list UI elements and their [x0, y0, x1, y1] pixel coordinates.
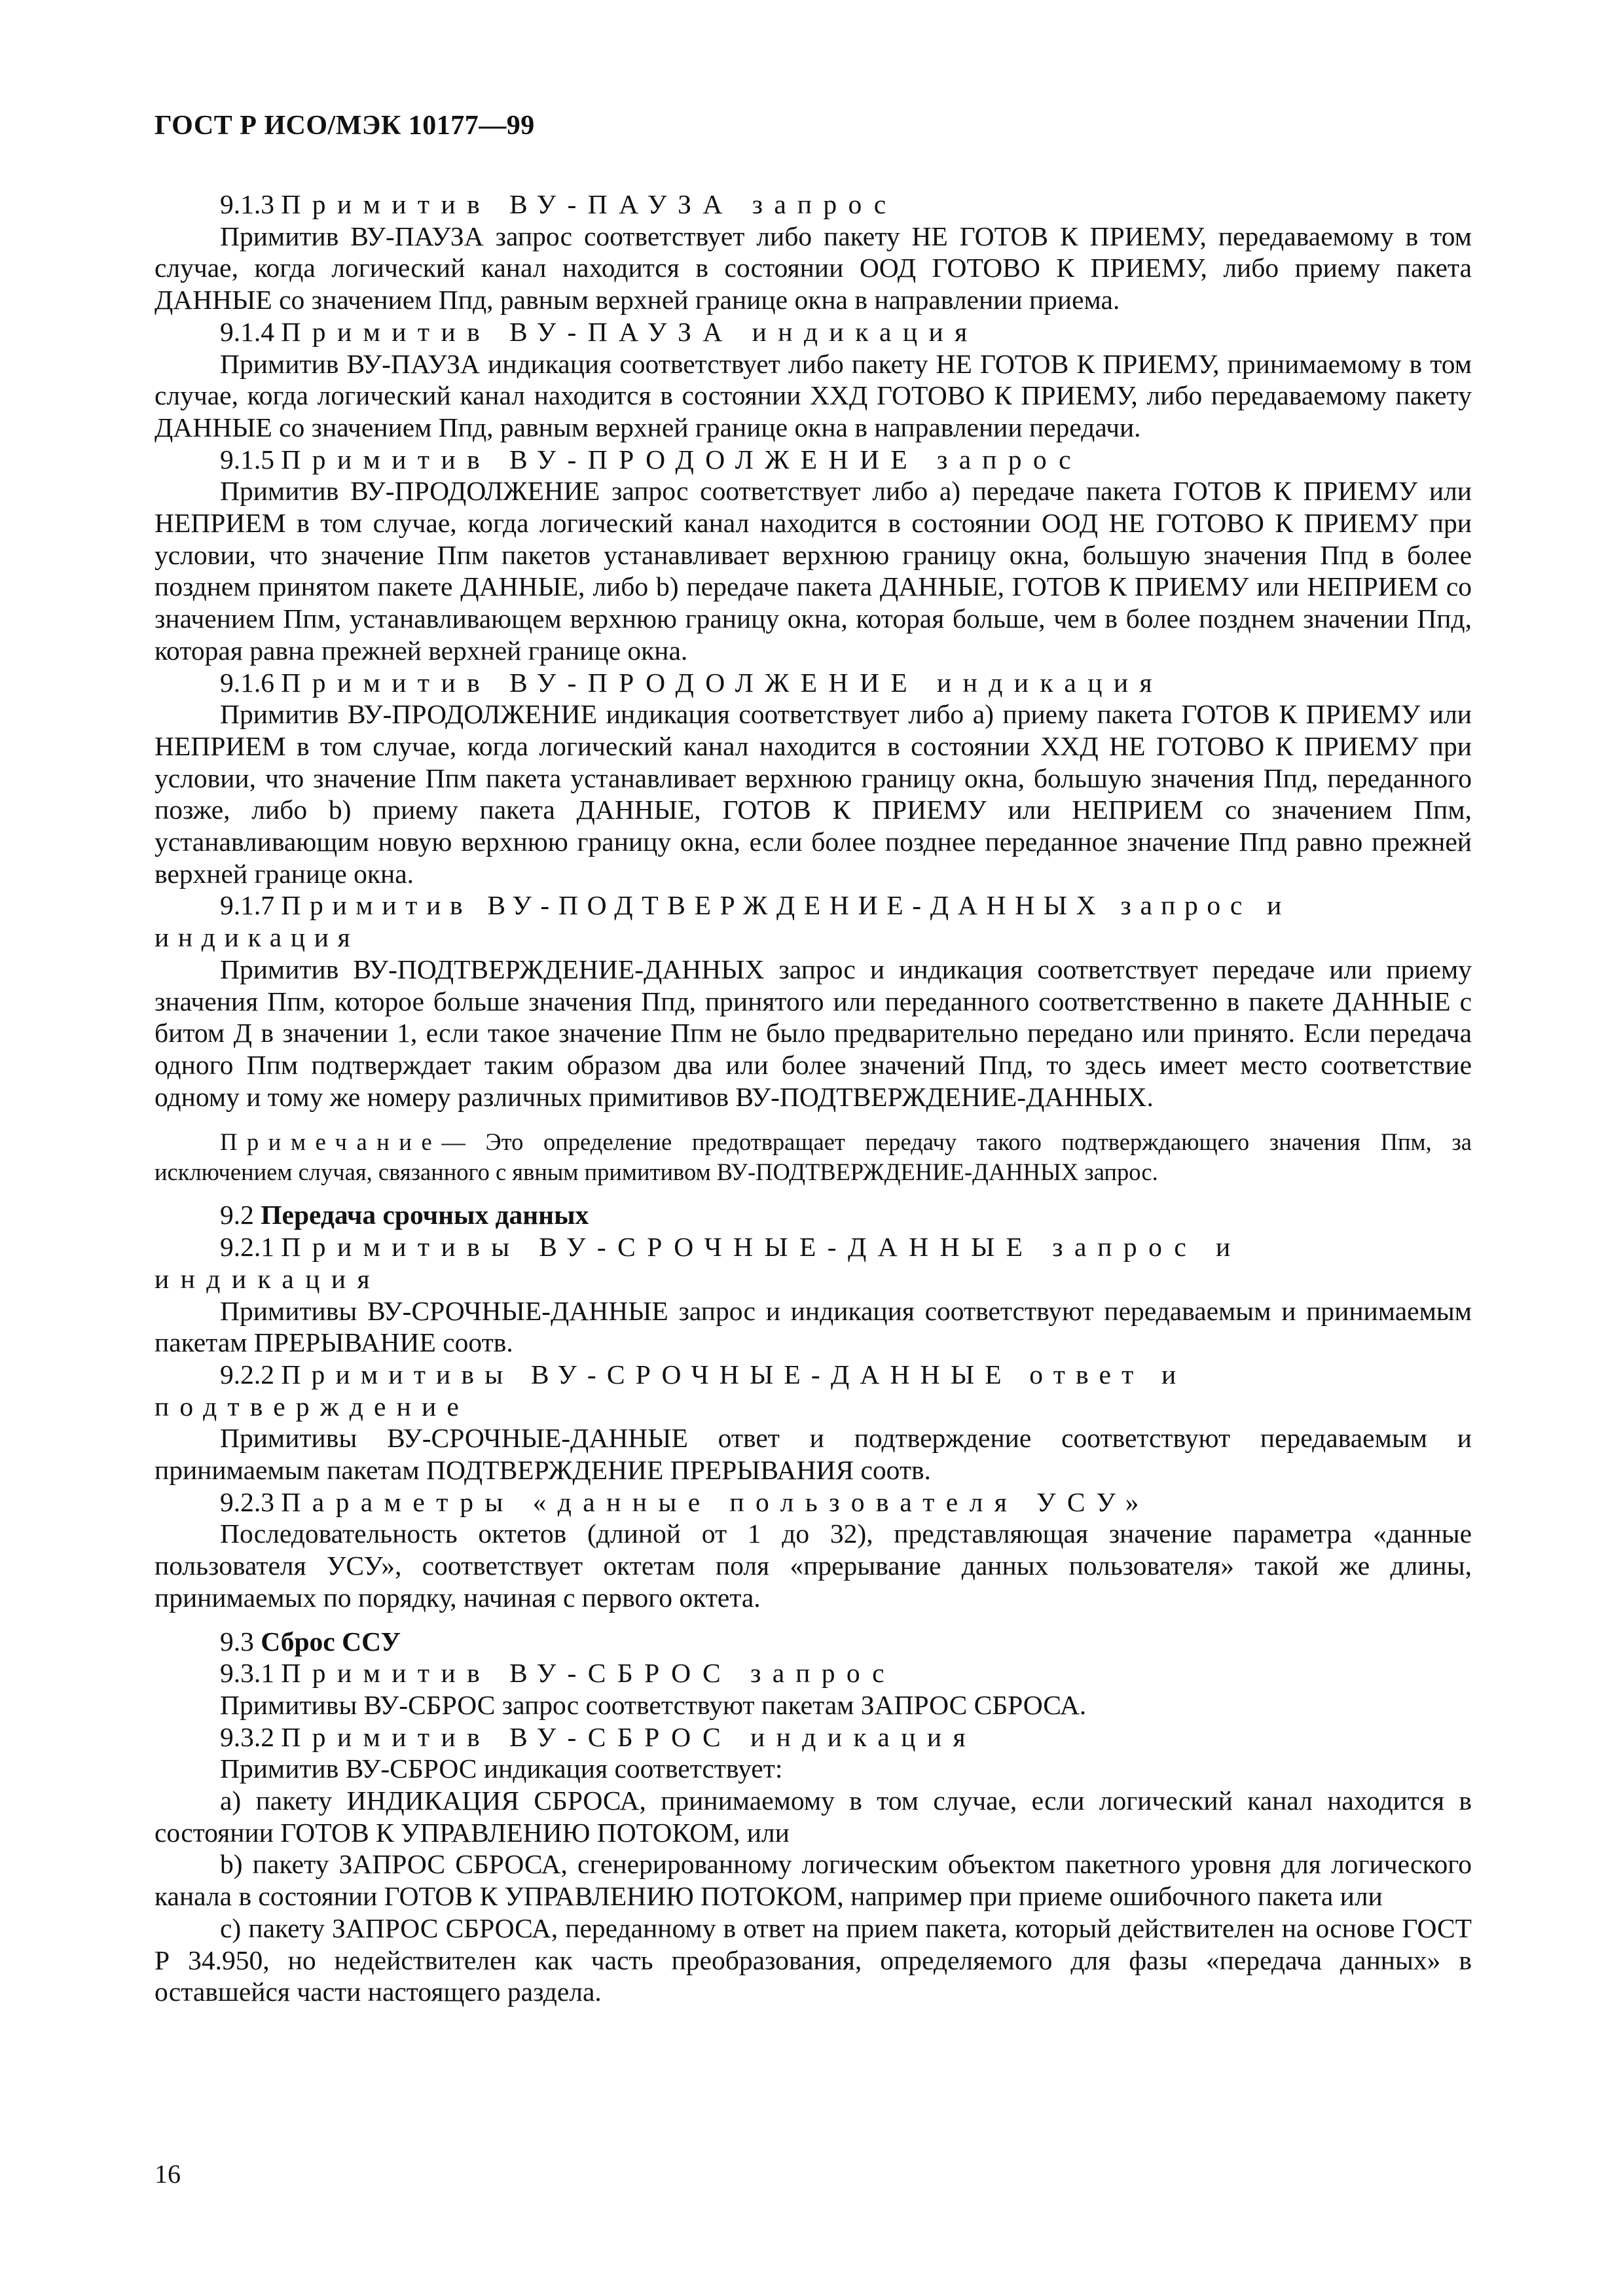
- section-title: Примитивы ВУ-СРОЧНЫЕ-ДАННЫЕ ответ и подтверждение: [155, 1359, 1187, 1422]
- list-item: а) пакету ИНДИКАЦИЯ СБРОСА, принимаемому в том случае, если логический канал находится в состоянии ГОТОВ К УПРАВЛЕНИЮ ПОТОКОМ, или: [155, 1785, 1472, 1848]
- section-9-2-heading: [155, 1199, 1472, 1231]
- section-9-1-6-text: Примитив ВУ-ПРОДОЛЖЕНИЕ индикация соответствует либо а) приему пакета ГОТОВ К ПРИЕМУ или НЕПРИЕМ в том случае, когда логический канал находится в состоянии ХХД НЕ ГОТОВО К ПРИЕМУ при условии, что значение Ппм пакета устанавливает верхнюю границу окна, большую значения Ппд, переданного позже, либо b) приему пакета ДАННЫЕ, ГОТОВ К ПРИЕМУ или НЕПРИЕМ со значением Ппм, устанавливающим новую верхнюю границу окна, если более позднее переданное значение Ппд равно прежней верхней границе окна.: [155, 699, 1472, 889]
- section-9-2-3-text: Последовательность октетов (длиной от 1 до 32), представляющая значение параметра «данные пользователя УСУ», соответствует октетам поля «прерывание данных пользователя» такой же длины, принимаемых по порядку, начиная с первого октета.: [155, 1518, 1472, 1613]
- section-number: 9.2: [220, 1200, 254, 1230]
- section-number: 9.2.3: [220, 1486, 274, 1517]
- section-9-3-2-heading: [155, 1721, 1472, 1753]
- section-9-1-6-heading: [155, 667, 1472, 699]
- document-header: ГОСТ Р ИСО/МЭК 10177—99: [155, 111, 535, 141]
- section-title: Примитив ВУ-СБРОС запрос: [281, 1658, 896, 1689]
- page-number: 16: [155, 2159, 181, 2189]
- section-number: 9.3: [220, 1626, 254, 1657]
- section-number: 9.1.3: [220, 189, 274, 219]
- section-9-3-heading: [155, 1626, 1472, 1658]
- section-9-1-3-text: Примитив ВУ-ПАУЗА запрос соответствует либо пакету НЕ ГОТОВ К ПРИЕМУ, передаваемому в том случае, когда логический канал находится в состоянии ООД ГОТОВО К ПРИЕМУ, либо приему пакета ДАННЫЕ со значением Ппд, равным верхней границе окна в направлении приема.: [155, 221, 1472, 315]
- section-title: Примитив ВУ-СБРОС индикация: [281, 1721, 977, 1752]
- list-item: b) пакету ЗАПРОС СБРОСА, сгенерированному логическим объектом пакетного уровня для логического канала в состоянии ГОТОВ К УПРАВЛЕНИЮ ПОТОКОМ, например при приеме ошибочного пакета или: [155, 1849, 1472, 1912]
- section-number: 9.3.1: [220, 1658, 274, 1689]
- section-title: Примитивы ВУ-СРОЧНЫЕ-ДАННЫЕ запрос и индикация: [155, 1232, 1242, 1294]
- section-9-3-1-text: Примитивы ВУ-СБРОС запрос соответствуют пакетам ЗАПРОС СБРОСА.: [220, 1689, 1087, 1720]
- section-title: Передача срочных данных: [261, 1200, 589, 1230]
- section-9-2-2-text: Примитивы ВУ-СРОЧНЫЕ-ДАННЫЕ ответ и подтверждение соответствуют передаваемым и принимаемым пакетам ПОДТВЕРЖДЕНИЕ ПРЕРЫВАНИЯ соотв.: [155, 1423, 1472, 1486]
- section-9-1-5-heading: [155, 444, 1472, 476]
- section-9-1-3-heading: [155, 188, 1472, 221]
- section-number: 9.1.7: [220, 890, 274, 921]
- note-label: Примечание: [220, 1128, 442, 1156]
- document-body: [155, 188, 1472, 2008]
- section-number: 9.2.1: [220, 1232, 274, 1263]
- section-9-2-2-heading: [155, 1359, 1472, 1422]
- section-number: 9.1.4: [220, 316, 274, 347]
- section-title: Примитив ВУ-ПАУЗА индикация: [281, 316, 979, 347]
- list-item: c) пакету ЗАПРОС СБРОСА, переданному в ответ на прием пакета, который действителен на основе ГОСТ Р 34.950, но недействителен как часть преобразования, определяемого для фазы «передача данных» в оставшейся части настоящего раздела.: [155, 1912, 1472, 2007]
- section-title: Параметры «данные пользователя УСУ»: [281, 1486, 1150, 1517]
- section-9-1-5-text: Примитив ВУ-ПРОДОЛЖЕНИЕ запрос соответствует либо а) передаче пакета ГОТОВ К ПРИЕМУ или НЕПРИЕМ в том случае, когда логический канал находится в состоянии ООД НЕ ГОТОВО К ПРИЕМУ при условии, что значение Ппм пакетов устанавливает верхнюю границу окна, большую значения Ппд в более позднем принятом пакете ДАННЫЕ, либо b) передаче пакета ДАННЫЕ, ГОТОВ К ПРИЕМУ или НЕПРИЕМ со значением Ппм, устанавливающем верхнюю границу окна, которая больше, чем в более позднем значении Ппд, которая равна прежней верхней границе окна.: [155, 476, 1472, 666]
- section-title: Примитив ВУ-ПРОДОЛЖЕНИЕ индикация: [281, 667, 1164, 698]
- section-number: 9.3.2: [220, 1721, 274, 1752]
- section-title: Примитив ВУ-ПОДТВЕРЖДЕНИЕ-ДАННЫХ запрос и индикация: [155, 890, 1291, 953]
- section-number: 9.2.2: [220, 1359, 274, 1390]
- section-title: Сброс ССУ: [261, 1626, 401, 1657]
- section-9-2-1-text: Примитивы ВУ-СРОЧНЫЕ-ДАННЫЕ запрос и индикация соответствуют передаваемым и принимаемым пакетам ПРЕРЫВАНИЕ соотв.: [155, 1295, 1472, 1358]
- note-text: — Это определение предотвращает передачу такого подтверждающего значения Ппм, за исключением случая, связанного с явным примитивом ВУ-ПОДТВЕРЖДЕНИЕ-ДАННЫХ запрос.: [155, 1128, 1472, 1186]
- section-9-3-1-heading: [155, 1657, 1472, 1689]
- section-number: 9.1.6: [220, 667, 274, 698]
- section-9-1-7-text: Примитив ВУ-ПОДТВЕРЖДЕНИЕ-ДАННЫХ запрос и индикация соответствует передаче или приему значения Ппм, которое больше значения Ппд, принятого или переданного соответственно в пакете ДАННЫЕ с битом Д в значении 1, если такое значение Ппм не было предварительно передано или принято. Если передача одного Ппм подтверждает таким образом два или более значений Ппд, то здесь имеет место соответствие одному и тому же номеру различных примитивов ВУ-ПОДТВЕРЖДЕНИЕ-ДАННЫХ.: [155, 954, 1472, 1112]
- note: [155, 1127, 1472, 1187]
- section-9-1-4-text: Примитив ВУ-ПАУЗА индикация соответствует либо пакету НЕ ГОТОВ К ПРИЕМУ, принимаемому в том случае, когда логический канал находится в состоянии ХХД ГОТОВО К ПРИЕМУ, либо передаваемому пакету ДАННЫЕ со значением Ппд, равным верхней границе окна в направлении передачи.: [155, 348, 1472, 442]
- section-9-3-2-text: Примитив ВУ-СБРОС индикация соответствует:: [220, 1753, 783, 1784]
- section-title: Примитив ВУ-ПАУЗА запрос: [281, 189, 898, 219]
- section-9-2-3-heading: [155, 1486, 1472, 1518]
- section-number: 9.1.5: [220, 444, 274, 475]
- section-9-1-4-heading: [155, 316, 1472, 348]
- section-title: Примитив ВУ-ПРОДОЛЖЕНИЕ запрос: [281, 444, 1082, 475]
- section-9-1-7-heading: [155, 889, 1472, 953]
- section-9-2-1-heading: [155, 1231, 1472, 1295]
